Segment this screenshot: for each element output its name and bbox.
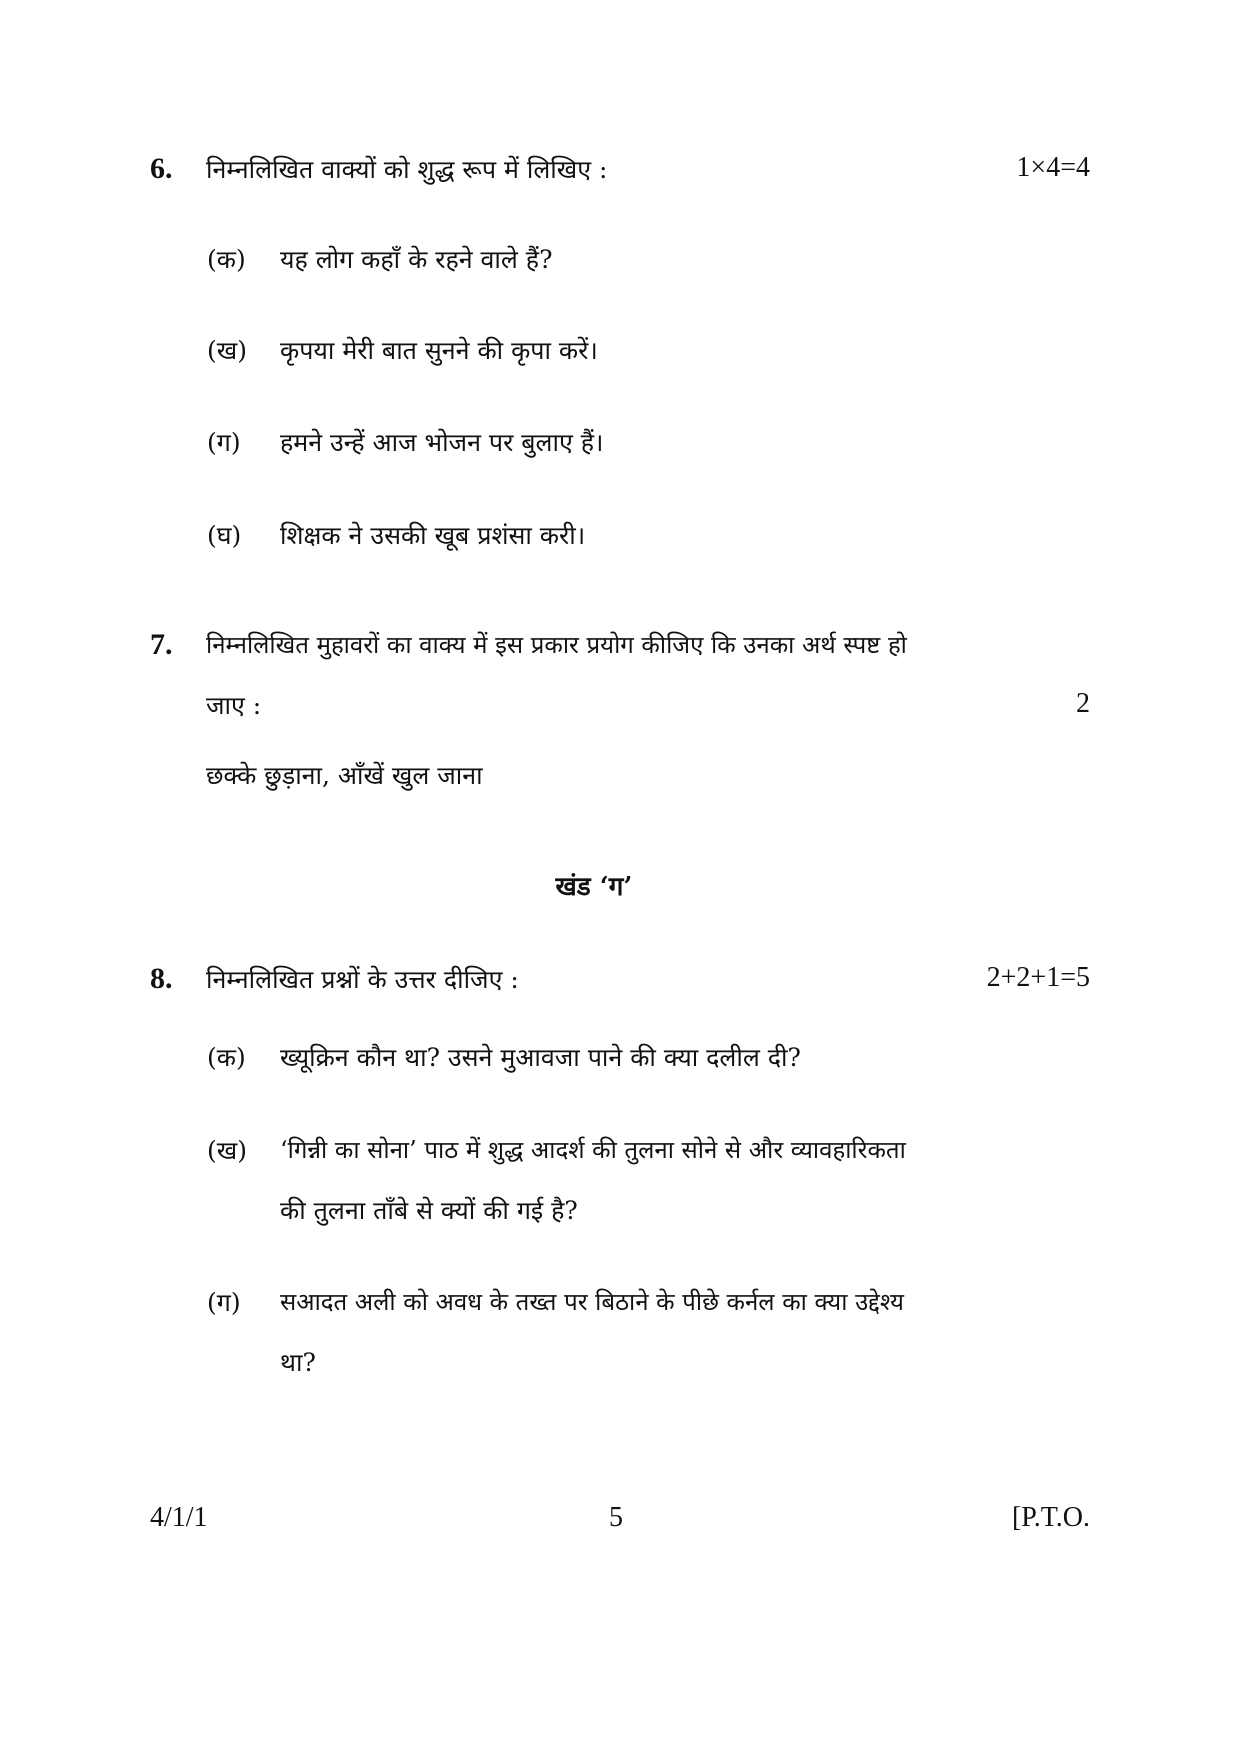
question-8-marks: 2+2+1=5 — [986, 962, 1090, 993]
question-7-idioms: छक्के छुड़ाना, आँखें खुल जाना — [206, 761, 483, 790]
section-heading: खंड ‘ग’ — [555, 872, 633, 902]
question-6-marks: 1×4=4 — [1016, 152, 1090, 183]
question-8-part-a-label: (क) — [207, 1043, 246, 1072]
question-6-part-b-label: (ख) — [207, 336, 247, 365]
question-7-text-line2: जाए : — [206, 691, 262, 720]
question-6-number: 6. — [150, 152, 173, 185]
question-8-part-a-text: ख्यूक्रिन कौन था? उसने मुआवजा पाने की क्या दलील दी? — [280, 1043, 801, 1072]
question-8-part-b-text-line1: ‘गिन्नी का सोना’ पाठ में शुद्ध आदर्श की तुलना सोने से और व्यावहारिकता — [280, 1136, 906, 1164]
question-7-marks: 2 — [1076, 688, 1090, 719]
question-6-part-d-label: (घ) — [207, 521, 242, 550]
question-6-part-a-text: यह लोग कहाँ के रहने वाले हैं? — [280, 245, 553, 274]
question-8-text: निम्नलिखित प्रश्नों के उत्तर दीजिए : — [206, 965, 519, 994]
question-6-part-c-text: हमने उन्हें आज भोजन पर बुलाए हैं। — [280, 428, 604, 457]
question-6-part-a-label: (क) — [207, 245, 246, 274]
question-7-text-line1: निम्नलिखित मुहावरों का वाक्य में इस प्रकार प्रयोग कीजिए कि उनका अर्थ स्पष्ट हो — [206, 631, 907, 659]
question-6-part-b-text: कृपया मेरी बात सुनने की कृपा करें। — [280, 336, 598, 365]
question-8-part-b-text-line2: की तुलना ताँबे से क्यों की गई है? — [280, 1196, 578, 1225]
question-7-number: 7. — [150, 628, 173, 661]
question-8-part-c-text-line2: था? — [280, 1348, 316, 1377]
question-6-part-d-text: शिक्षक ने उसकी खूब प्रशंसा करी। — [280, 521, 586, 550]
question-6-part-c-label: (ग) — [207, 428, 241, 457]
question-6-text: निम्नलिखित वाक्यों को शुद्ध रूप में लिखिए : — [206, 155, 608, 184]
footer-pto: [P.T.O. — [1011, 1502, 1090, 1533]
question-8-number: 8. — [150, 962, 173, 995]
question-8-part-c-label: (ग) — [207, 1288, 241, 1317]
footer-code: 4/1/1 — [150, 1502, 208, 1533]
footer-page-number: 5 — [609, 1502, 623, 1533]
question-8-part-b-label: (ख) — [207, 1136, 247, 1165]
question-8-part-c-text-line1: सआदत अली को अवध के तख्त पर बिठाने के पीछे कर्नल का क्या उद्देश्य — [280, 1288, 904, 1316]
